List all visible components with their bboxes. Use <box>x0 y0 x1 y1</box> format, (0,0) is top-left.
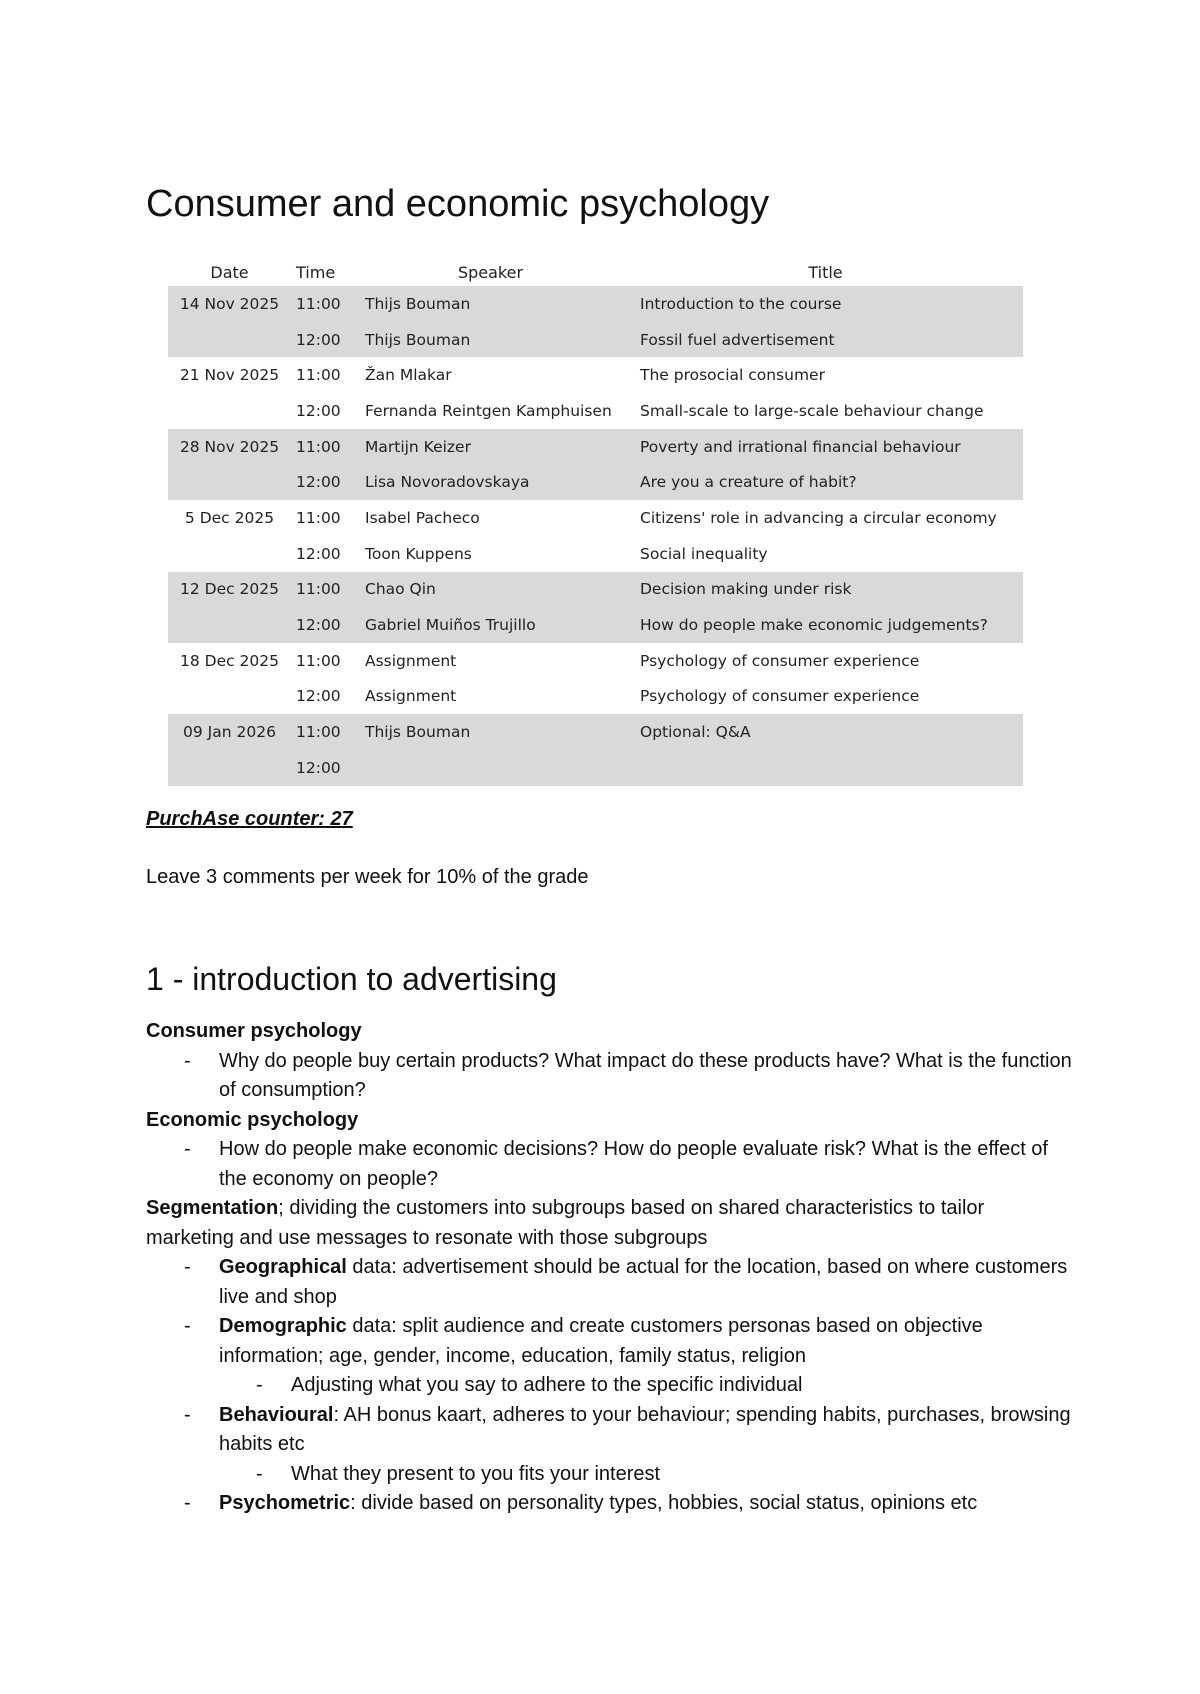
cell-title: The prosocial consumer <box>640 366 825 385</box>
dash-bullet: - <box>184 1256 191 1278</box>
cell-date: 18 Dec 2025 <box>179 651 280 670</box>
cell-speaker: Thijs Bouman <box>365 294 471 313</box>
cell-speaker: Lisa Novoradovskaya <box>365 473 530 492</box>
cell-time: 12:00 <box>296 473 341 492</box>
table-row <box>168 536 1023 572</box>
list-item <box>146 1312 1076 1371</box>
behavioural-text: : AH bonus kaart, adheres to your behaviour; spending habits, purchases, browsing habits etc <box>219 1403 1071 1455</box>
table-row <box>168 322 1023 358</box>
cell-title: Fossil fuel advertisement <box>640 330 835 349</box>
cell-speaker: Assignment <box>365 651 457 670</box>
segmentation-paragraph <box>146 1194 1076 1253</box>
segmentation-text: ; dividing the customers into subgroups based on shared characteristics to tailor marketing and use messages to resonate with those subgroups <box>146 1197 985 1249</box>
demographic-text: data: split audience and create customers personas based on objective information; age, gender, income, education, family status, religion <box>219 1315 983 1367</box>
cell-speaker: Žan Mlakar <box>365 366 452 385</box>
cell-date: 21 Nov 2025 <box>179 366 280 385</box>
dash-bullet: - <box>256 1462 263 1485</box>
table-row <box>168 607 1023 643</box>
cell-title: Small-scale to large-scale behaviour change <box>640 401 984 420</box>
table-row <box>168 286 1023 322</box>
cell-date: 5 Dec 2025 <box>184 508 275 527</box>
cell-speaker: Chao Qin <box>365 580 436 599</box>
sub-list-item-text: What they present to you fits your interest <box>291 1462 661 1485</box>
cell-time: 11:00 <box>296 723 341 742</box>
behavioural-label: Behavioural <box>219 1403 334 1426</box>
schedule-date-group <box>168 286 1023 357</box>
geographical-label: Geographical <box>219 1256 347 1278</box>
dash-bullet: - <box>184 1049 191 1072</box>
table-row <box>168 357 1023 393</box>
list-item <box>146 1135 1076 1194</box>
cell-speaker: Thijs Bouman <box>365 330 471 349</box>
cell-date: 12 Dec 2025 <box>179 580 280 599</box>
sub-list-item <box>146 1371 1076 1401</box>
table-row <box>168 714 1023 750</box>
header-date: Date <box>210 262 249 282</box>
cell-speaker: Isabel Pacheco <box>365 508 480 527</box>
cell-speaker: Martijn Keizer <box>365 437 471 456</box>
cell-speaker: Fernanda Reintgen Kamphuisen <box>365 401 612 420</box>
section-body <box>146 1017 1076 1519</box>
psychometric-text: : divide based on personality types, hobbies, social status, opinions etc <box>350 1492 978 1514</box>
cell-time: 12:00 <box>296 758 341 777</box>
cell-date: 09 Jan 2026 <box>183 723 276 742</box>
table-row <box>168 750 1023 786</box>
grading-note: Leave 3 comments per week for 10% of the grade <box>146 866 589 888</box>
cell-speaker: Toon Kuppens <box>365 544 472 563</box>
cell-time: 11:00 <box>296 508 341 527</box>
table-row <box>168 393 1023 429</box>
cell-title: Psychology of consumer experience <box>640 651 920 670</box>
cell-speaker: Gabriel Muiños Trujillo <box>365 616 536 635</box>
cell-time: 11:00 <box>296 294 341 313</box>
section-heading: 1 - introduction to advertising <box>146 961 557 997</box>
schedule-date-group <box>168 500 1023 571</box>
cell-time: 12:00 <box>296 616 341 635</box>
segmentation-label: Segmentation <box>146 1197 279 1219</box>
cell-title: How do people make economic judgements? <box>640 616 988 635</box>
document-title: Consumer and economic psychology <box>146 183 770 225</box>
economic-psychology-label: Economic psychology <box>146 1108 359 1131</box>
schedule-table <box>168 258 1023 786</box>
list-item <box>146 1489 1076 1519</box>
cell-title: Are you a creature of habit? <box>640 473 857 492</box>
consumer-psychology-label: Consumer psychology <box>146 1020 362 1042</box>
cell-time: 11:00 <box>296 366 341 385</box>
list-item <box>146 1253 1076 1312</box>
cell-title: Social inequality <box>640 544 768 563</box>
cell-speaker: Thijs Bouman <box>365 723 471 742</box>
psychometric-label: Psychometric <box>219 1492 351 1514</box>
list-item <box>146 1047 1076 1106</box>
cell-title: Optional: Q&A <box>640 723 751 742</box>
cell-time: 12:00 <box>296 401 341 420</box>
cell-time: 12:00 <box>296 544 341 563</box>
table-row <box>168 643 1023 679</box>
geographical-text: data: advertisement should be actual for the location, based on where customers live and shop <box>219 1256 1068 1308</box>
table-row <box>168 679 1023 715</box>
table-row <box>168 429 1023 465</box>
cell-title: Introduction to the course <box>640 294 842 313</box>
table-row <box>168 464 1023 500</box>
schedule-date-group <box>168 643 1023 714</box>
table-row <box>168 572 1023 608</box>
cell-time: 12:00 <box>296 330 341 349</box>
dash-bullet: - <box>184 1315 191 1337</box>
table-row <box>168 500 1023 536</box>
cell-time: 11:00 <box>296 580 341 599</box>
cell-time: 11:00 <box>296 651 341 670</box>
schedule-header-row <box>168 258 1023 286</box>
cell-title: Psychology of consumer experience <box>640 687 920 706</box>
schedule-date-group <box>168 357 1023 428</box>
cell-date: 28 Nov 2025 <box>179 437 280 456</box>
demographic-label: Demographic <box>219 1315 347 1337</box>
purchase-counter: PurchAse counter: 27 <box>146 808 353 830</box>
cell-speaker: Assignment <box>365 687 457 706</box>
schedule-date-group <box>168 714 1023 785</box>
dash-bullet: - <box>184 1138 191 1160</box>
dash-bullet: - <box>184 1403 191 1426</box>
dash-bullet: - <box>256 1374 263 1396</box>
header-title: Title <box>808 262 843 282</box>
header-time: Time <box>296 262 336 282</box>
sub-list-item <box>146 1460 1076 1490</box>
cell-time: 12:00 <box>296 687 341 706</box>
list-item-text: How do people make economic decisions? How do people evaluate risk? What is the effect of the economy on people? <box>219 1138 1048 1190</box>
schedule-date-group <box>168 429 1023 500</box>
sub-list-item-text: Adjusting what you say to adhere to the specific individual <box>291 1374 803 1396</box>
schedule-body <box>168 286 1023 786</box>
dash-bullet: - <box>184 1492 191 1514</box>
cell-date: 14 Nov 2025 <box>179 294 280 313</box>
cell-title: Citizens' role in advancing a circular economy <box>640 508 997 527</box>
cell-time: 11:00 <box>296 437 341 456</box>
cell-title: Poverty and irrational financial behaviour <box>640 437 961 456</box>
cell-title: Decision making under risk <box>640 580 852 599</box>
list-item-text: Why do people buy certain products? What impact do these products have? What is the function of consumption? <box>219 1049 1072 1101</box>
schedule-date-group <box>168 572 1023 643</box>
header-speaker: Speaker <box>457 262 524 282</box>
list-item <box>146 1401 1076 1460</box>
